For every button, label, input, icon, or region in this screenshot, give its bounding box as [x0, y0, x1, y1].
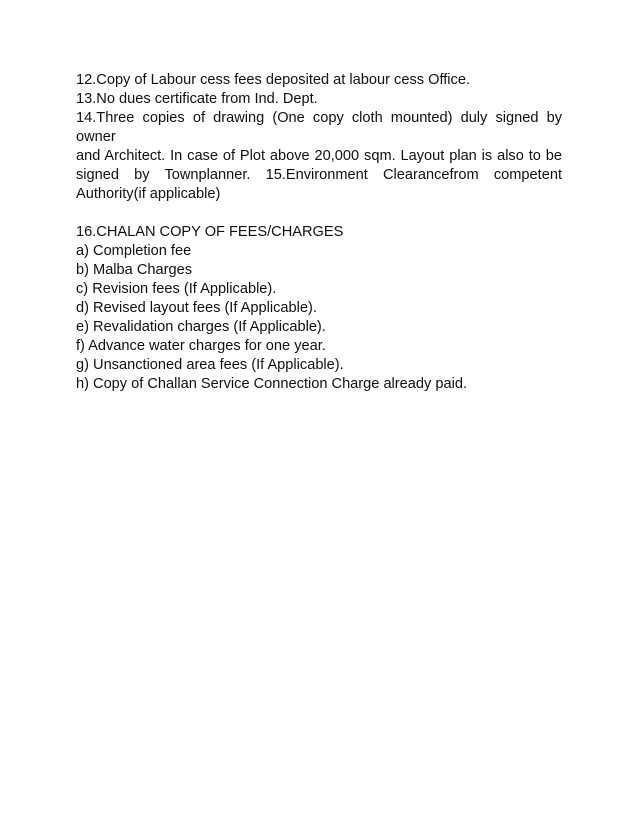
- charge-item-e: e) Revalidation charges (If Applicable).: [76, 319, 326, 335]
- section-heading: 16.CHALAN COPY OF FEES/CHARGES: [76, 224, 344, 240]
- item-12: 12.Copy of Labour cess fees deposited at labour cess Office.: [76, 72, 470, 88]
- paragraph-gap: [76, 204, 562, 223]
- item-13: 13.No dues certificate from Ind. Dept.: [76, 91, 318, 107]
- charge-item-g: g) Unsanctioned area fees (If Applicable).: [76, 357, 344, 373]
- charge-item-d: d) Revised layout fees (If Applicable).: [76, 300, 317, 316]
- item-14-line-1: 14.Three copies of drawing (One copy cloth mounted) duly signed by owner: [76, 110, 562, 145]
- charge-item-b: b) Malba Charges: [76, 262, 192, 278]
- item-14-line-4: Authority(if applicable): [76, 186, 221, 202]
- item-14-line-2: and Architect. In case of Plot above 20,000 sqm. Layout plan is also to be: [76, 148, 562, 164]
- document-body: [76, 71, 562, 394]
- item-14-line-3: signed by Townplanner. 15.Environment Clearancefrom competent: [76, 167, 562, 183]
- charge-item-a: a) Completion fee: [76, 243, 192, 259]
- charge-item-c: c) Revision fees (If Applicable).: [76, 281, 277, 297]
- charge-item-f: f) Advance water charges for one year.: [76, 338, 326, 354]
- charge-item-h: h) Copy of Challan Service Connection Charge already paid.: [76, 376, 468, 392]
